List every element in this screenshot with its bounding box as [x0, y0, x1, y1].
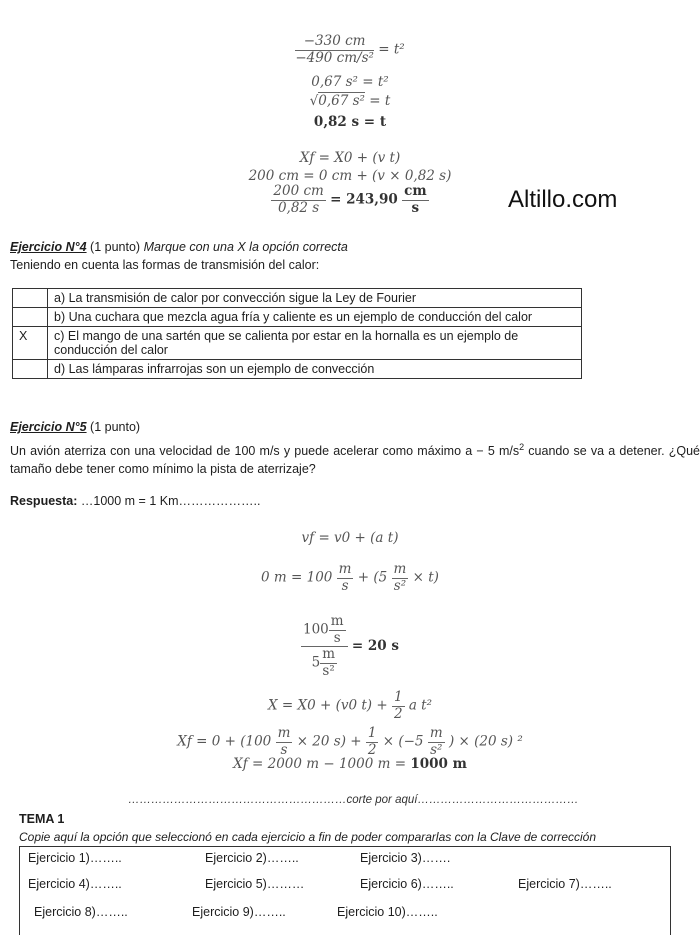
- table-row[interactable]: [13, 308, 582, 327]
- option-mark[interactable]: [13, 289, 48, 308]
- answer-label: Respuesta:: [10, 494, 78, 508]
- unit-numerator: cm: [404, 183, 427, 199]
- tema-instruction: Copie aquí la opción que seleccionó en cada ejercicio a fin de poder compararlas con la Clave de corrección: [19, 830, 597, 844]
- answer-slot-9[interactable]: Ejercicio 9)……..: [192, 905, 286, 919]
- option-mark[interactable]: [13, 308, 48, 327]
- equation-result-time: 0,82 s = t: [313, 114, 387, 130]
- answer-slot-4[interactable]: Ejercicio 4)……..: [28, 877, 122, 891]
- fraction-denominator: −490 cm/s²: [295, 49, 374, 66]
- equation-position-general: X = X0 + (v0 t) + $\frac{1}{2}$ a t²: [267, 689, 433, 722]
- tema-title: TEMA 1: [19, 812, 65, 826]
- sqrt-radicand: 0,67 s²: [318, 93, 365, 109]
- exercise-5-header: [10, 420, 140, 434]
- equation-position: Xf = X0 + (v t): [299, 150, 401, 166]
- answer-slot-5[interactable]: Ejercicio 5)………: [205, 877, 305, 891]
- exercise-statement: Un avión aterriza con una velocidad de 100 m/s y puede acelerar como máximo a − 5 $m/s^2$ cuando se va a detener. ¿Qué tamaño debe tener como mínimo la pista de aterrizaje?: [10, 442, 700, 477]
- answer-slot-1[interactable]: Ejercicio 1)……..: [28, 851, 122, 865]
- exercise-4-header: [10, 240, 348, 254]
- exercise-title: Ejercicio N°5: [10, 420, 87, 434]
- table-row[interactable]: [13, 360, 582, 379]
- cut-line: …………………………………………………corte por aquí……………………………………: [128, 794, 579, 806]
- answer-slot-6[interactable]: Ejercicio 6)……..: [360, 877, 454, 891]
- equation-fraction-time: [0, 34, 700, 66]
- equation-time-result: 100 $\frac{m}{s}$ 5 $\frac{m}{\text{s²}}$ = 20 s: [303, 613, 399, 679]
- answer-slot-3[interactable]: Ejercicio 3)…….: [360, 851, 451, 865]
- velocity-value: = 243,90: [330, 191, 398, 208]
- sqrt-icon: √: [309, 93, 319, 109]
- time-result: = 20 s: [351, 638, 399, 655]
- option-mark[interactable]: X: [13, 327, 48, 360]
- option-text: a) La transmisión de calor por convección sigue la Ley de Fourier: [48, 289, 582, 308]
- equation-line: 0,67 s² = t²: [311, 74, 389, 90]
- fraction-numerator: 200 cm: [273, 183, 324, 199]
- option-text: d) Las lámparas infrarrojas son un ejemplo de convección: [48, 360, 582, 379]
- sqrt-rhs: = t: [369, 93, 391, 109]
- option-text: b) Una cuchara que mezcla agua fría y caliente es un ejemplo de conducción del calor: [48, 308, 582, 327]
- answer-slot-2[interactable]: Ejercicio 2)……..: [205, 851, 299, 865]
- exercise-prompt: Teniendo en cuenta las formas de transmisión del calor:: [10, 258, 320, 272]
- answer-slot-7[interactable]: Ejercicio 7)……..: [518, 877, 612, 891]
- fraction-rhs: = t²: [378, 41, 405, 58]
- table-row[interactable]: [13, 327, 582, 360]
- exercise-instruction: Marque con una X la opción correcta: [143, 240, 348, 254]
- answer-line: [10, 494, 260, 508]
- answer-slot-10[interactable]: Ejercicio 10)……..: [337, 905, 438, 919]
- equation-sqrt-line: [0, 93, 700, 109]
- equation-final-velocity: vf = v0 + (a t): [301, 530, 399, 546]
- equation-position-values: 200 cm = 0 cm + (v × 0,82 s): [248, 168, 452, 184]
- equation-position-substitution: Xf = 0 + (100 $\frac{m}{s}$ × 20 s) + $\frac{1}{2}$ × (−5 $\frac{m}{\text{s²}}$ ) × (20 s) ²: [177, 725, 523, 758]
- exercise-points: (1 punto): [90, 240, 141, 254]
- exercise-points: (1 punto): [90, 420, 141, 434]
- watermark-logo: Altillo.com: [508, 186, 618, 213]
- table-row[interactable]: [13, 289, 582, 308]
- answer-slot-8[interactable]: Ejercicio 8)……..: [34, 905, 128, 919]
- option-mark[interactable]: [13, 360, 48, 379]
- unit-denominator: s: [411, 199, 420, 216]
- option-text: c) El mango de una sartén que se calienta por estar en la hornalla es un ejemplo de conducción del calor: [48, 327, 582, 360]
- fraction-numerator: −330 cm: [295, 34, 374, 51]
- exercise-title: Ejercicio N°4: [10, 240, 87, 254]
- options-table: [12, 288, 582, 379]
- answer-value: …1000 m = 1 Km………………..: [80, 494, 261, 508]
- fraction-denominator: 0,82 s: [277, 199, 320, 216]
- equation-velocity-substitution: 0 m = 100 $\frac{m}{s}$ + (5 $\frac{m}{\text{s²}}$ × t): [261, 561, 439, 594]
- equation-distance-result: Xf = 2000 m − 1000 m = 1000 m: [233, 756, 467, 772]
